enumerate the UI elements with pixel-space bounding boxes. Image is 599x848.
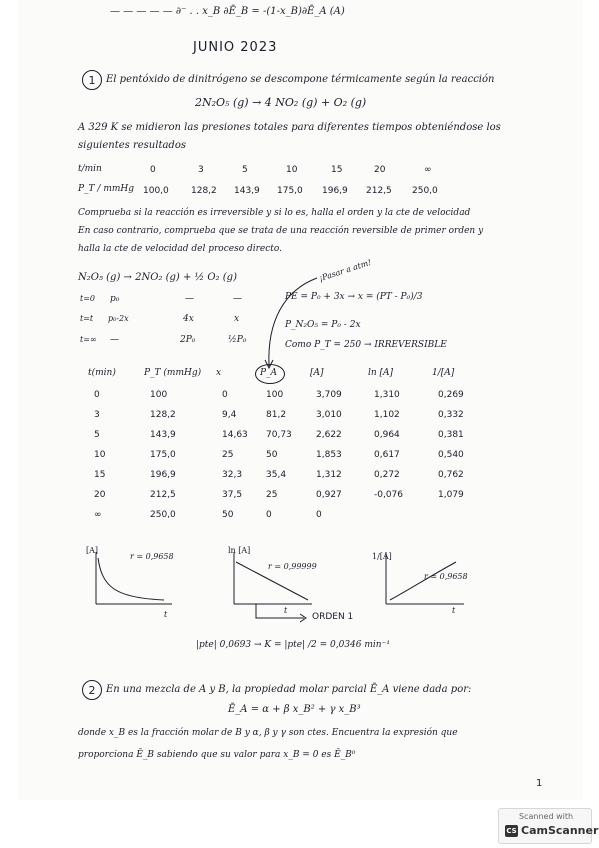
pasar-atm-note: ¡Pasar a atm! xyxy=(317,257,373,284)
results-cell: 9,4 xyxy=(222,410,237,420)
results-cell: 212,5 xyxy=(150,490,176,500)
results-header-0: t(min) xyxy=(88,368,116,378)
stoich-a-0: p₀ xyxy=(110,294,120,304)
results-cell: 0,762 xyxy=(438,470,464,480)
results-cell: 0,540 xyxy=(438,450,464,460)
q1-reaction: 2N₂O₅ (g) → 4 NO₂ (g) + O₂ (g) xyxy=(195,96,367,109)
results-cell: 3,709 xyxy=(316,390,342,400)
results-cell: 0 xyxy=(222,390,228,400)
graph2-ylabel: ln [A] xyxy=(228,546,251,555)
results-cell: 100 xyxy=(150,390,168,400)
page-number: 1 xyxy=(536,778,543,789)
results-cell: 2,622 xyxy=(316,430,342,440)
results-header-1: P_T (mmHg) xyxy=(144,368,202,378)
results-cell: 25 xyxy=(222,450,234,460)
graph1-xlabel: t xyxy=(164,610,168,619)
results-cell: 35,4 xyxy=(266,470,287,480)
stoich-label-0: t=0 xyxy=(80,294,96,303)
row-t-5: 20 xyxy=(374,165,386,175)
results-cell: 81,2 xyxy=(266,410,287,420)
results-cell: 0,617 xyxy=(374,450,400,460)
results-cell: 0,272 xyxy=(374,470,400,480)
stoich-label-2: t=∞ xyxy=(80,335,97,344)
results-cell: 32,3 xyxy=(222,470,243,480)
stoich-a-2: — xyxy=(110,335,119,345)
scanner-badge xyxy=(498,808,599,844)
graph1-r: r = 0,9658 xyxy=(130,552,174,561)
results-cell: 100 xyxy=(266,390,284,400)
results-cell: 0,332 xyxy=(438,410,464,420)
results-header-5: ln [A] xyxy=(368,368,394,378)
row-p-2: 143,9 xyxy=(234,186,260,196)
stoich-label-1: t=t xyxy=(80,314,94,323)
stoich-b-2: 2P₀ xyxy=(180,335,196,345)
results-cell: 0,964 xyxy=(374,430,400,440)
q1-intro: El pentóxido de dinitrógeno se descompone térmicamente según la reacción xyxy=(106,74,495,85)
q1-question1: Comprueba si la reacción es irreversible y si lo es, halla el orden y la cte de velocidad xyxy=(78,208,471,218)
stoich-c-2: ½P₀ xyxy=(228,335,247,345)
row-p-3: 175,0 xyxy=(277,186,303,196)
arrow-to-pa xyxy=(255,270,335,370)
results-cell: 25 xyxy=(266,490,278,500)
results-cell: 1,853 xyxy=(316,450,342,460)
results-cell: 1,312 xyxy=(316,470,342,480)
question-number-1: 1 xyxy=(82,70,102,90)
row-p-0: 100,0 xyxy=(143,186,169,196)
graph2-xlabel: t xyxy=(284,606,288,615)
row-t-2: 5 xyxy=(242,165,248,175)
results-header-2: x xyxy=(216,368,222,378)
q1-line1: A 329 K se midieron las presiones totales para diferentes tiempos obteniéndose los xyxy=(78,122,501,133)
q2-line3: proporciona Ē_B sabiendo que su valor para x_B = 0 es Ē_B⁰ xyxy=(78,750,356,760)
results-cell: 15 xyxy=(94,470,106,480)
graph3-ylabel: 1/[A] xyxy=(372,552,392,561)
results-cell: 0 xyxy=(316,510,322,520)
document-page xyxy=(18,0,583,800)
stoich-b-1: 4x xyxy=(183,314,194,324)
equation-irreversible: Como P_T = 250 → IRREVERSIBLE xyxy=(285,340,447,350)
results-cell: 70,73 xyxy=(266,430,292,440)
results-cell: 0,381 xyxy=(438,430,464,440)
q1-question3: halla la cte de velocidad del proceso directo. xyxy=(78,244,283,254)
results-cell: 0,269 xyxy=(438,390,464,400)
stoich-c-0: — xyxy=(233,294,242,304)
k-result: |pte| 0,0693 → K = |pte| /2 = 0,0346 min⁻¹ xyxy=(196,640,390,650)
results-cell: 37,5 xyxy=(222,490,243,500)
results-cell: 175,0 xyxy=(150,450,176,460)
pa-highlight-circle xyxy=(255,364,285,384)
results-cell: 0,927 xyxy=(316,490,342,500)
q1-question2: En caso contrario, comprueba que se trata de una reacción reversible de primer orden y xyxy=(78,226,484,236)
results-cell: 5 xyxy=(94,430,100,440)
results-cell: 10 xyxy=(94,450,106,460)
camscanner-logo-icon: CS xyxy=(506,827,517,835)
page-title: JUNIO 2023 xyxy=(193,40,278,55)
header-fragment: — — — — — ∂⁻ . . x_B ∂Ē_B = -(1-x_B)∂Ē_A (A) xyxy=(110,6,345,17)
results-cell: -0,076 xyxy=(374,490,404,500)
results-cell: 196,9 xyxy=(150,470,176,480)
orden-arrow xyxy=(252,604,312,628)
q1-line2: siguientes resultados xyxy=(78,140,186,151)
results-cell: 14,63 xyxy=(222,430,248,440)
equation-pt: PE = P₀ + 3x → x = (PT - P₀)/3 xyxy=(285,292,423,302)
results-cell: ∞ xyxy=(94,510,102,520)
results-cell: 50 xyxy=(266,450,278,460)
results-cell: 128,2 xyxy=(150,410,176,420)
results-cell: 0 xyxy=(266,510,272,520)
q2-line1: En una mezcla de A y B, la propiedad molar parcial Ē_A viene dada por: xyxy=(106,684,472,695)
results-cell: 20 xyxy=(94,490,106,500)
row-t-1: 3 xyxy=(198,165,204,175)
results-cell: 1,310 xyxy=(374,390,400,400)
results-cell: 143,9 xyxy=(150,430,176,440)
results-header-6: 1/[A] xyxy=(432,368,455,378)
scanner-caption: Scanned with xyxy=(519,812,574,821)
graph2-r: r = 0,99999 xyxy=(268,562,317,571)
row-t-4: 15 xyxy=(331,165,343,175)
q2-line2: donde x_B es la fracción molar de B y α, β y γ son ctes. Encuentra la expresión que xyxy=(78,728,458,738)
results-cell: 1,102 xyxy=(374,410,400,420)
results-cell: 50 xyxy=(222,510,234,520)
row-t-label: t/min xyxy=(78,164,102,174)
row-p-4: 196,9 xyxy=(322,186,348,196)
row-p-1: 128,2 xyxy=(191,186,217,196)
results-cell: 3,010 xyxy=(316,410,342,420)
row-t-0: 0 xyxy=(150,165,156,175)
results-cell: 250,0 xyxy=(150,510,176,520)
row-p-5: 212,5 xyxy=(366,186,392,196)
results-header-3: P_A xyxy=(260,368,278,378)
question-number-2: 2 xyxy=(82,680,102,700)
work-reaction: N₂O₅ (g) → 2NO₂ (g) + ½ O₂ (g) xyxy=(78,272,237,283)
row-p-6: 250,0 xyxy=(412,186,438,196)
results-cell: 3 xyxy=(94,410,100,420)
row-t-3: 10 xyxy=(286,165,298,175)
row-t-6: ∞ xyxy=(424,165,432,175)
stoich-b-0: — xyxy=(185,294,194,304)
row-p-label: P_T / mmHg xyxy=(78,184,134,194)
stoich-a-1: p₀-2x xyxy=(108,314,129,323)
results-cell: 1,079 xyxy=(438,490,464,500)
equation-pn2o5: P_N₂O₅ = P₀ - 2x xyxy=(285,320,361,330)
orden-label: ORDEN 1 xyxy=(312,612,354,622)
results-header-4: [A] xyxy=(310,368,324,378)
scanner-brand: CamScanner xyxy=(521,824,599,837)
q2-formula: Ē_A = α + β x_B² + γ x_B³ xyxy=(228,704,361,715)
graph1-ylabel: [A] xyxy=(86,546,99,555)
graph3-xlabel: t xyxy=(452,606,456,615)
graph3-r: r = 0,9658 xyxy=(424,572,468,581)
results-cell: 0 xyxy=(94,390,100,400)
stoich-c-1: x xyxy=(234,314,240,324)
